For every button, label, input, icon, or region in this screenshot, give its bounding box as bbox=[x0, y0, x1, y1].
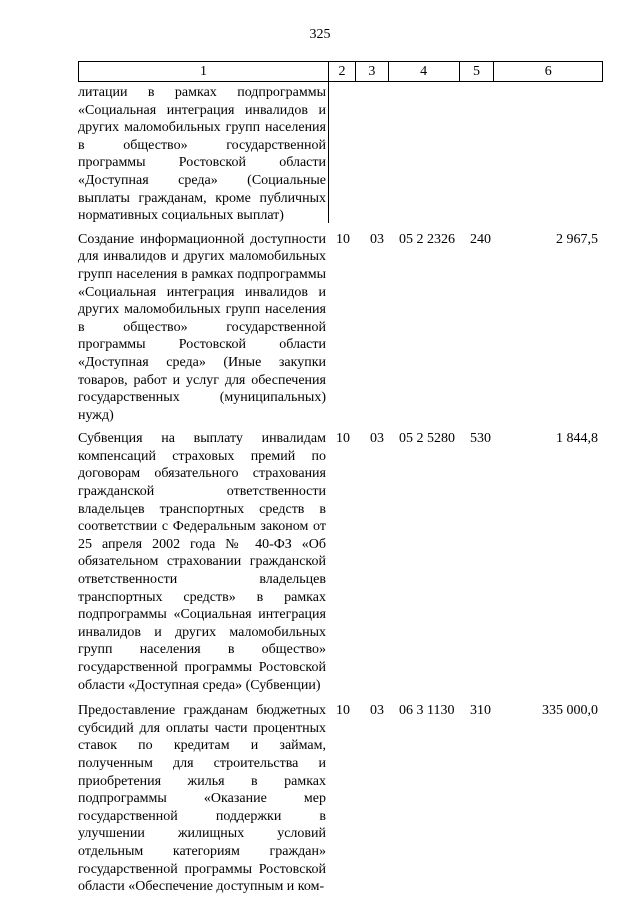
row-subsection: 03 bbox=[370, 231, 384, 247]
row-target-code: 05 2 2326 bbox=[399, 231, 455, 247]
row-amount: 335 000,0 bbox=[542, 703, 598, 719]
row-amount: 2 967,5 bbox=[556, 231, 598, 247]
header-col-5: 5 bbox=[460, 62, 495, 81]
header-col-1: 1 bbox=[79, 62, 329, 81]
table-row bbox=[78, 702, 603, 896]
header-col-3: 3 bbox=[356, 62, 389, 81]
page-number: 325 bbox=[309, 27, 331, 42]
row-subsection: 03 bbox=[370, 431, 384, 447]
row-expense-type: 310 bbox=[470, 703, 491, 719]
row-target-code: 06 3 1130 bbox=[399, 703, 455, 719]
table-body bbox=[78, 82, 603, 896]
table-row bbox=[78, 84, 603, 225]
row-amount: 1 844,8 bbox=[556, 431, 598, 447]
table-row bbox=[78, 430, 603, 694]
row-section: 10 bbox=[336, 231, 350, 247]
header-col-4: 4 bbox=[389, 62, 460, 81]
header-col-2: 2 bbox=[329, 62, 356, 81]
row-section: 10 bbox=[336, 703, 350, 719]
row-expense-type: 240 bbox=[470, 231, 491, 247]
row-subsection: 03 bbox=[370, 703, 384, 719]
table-row bbox=[78, 231, 603, 425]
row-description: литации в рамках подпрограммы «Социальная интеграция инвалидов и других маломобильных групп населения в общество» государственной программы Ростовской области «Доступная среда» (Социальные выплаты гражданам, кроме публичных нормативных социальных выплат) bbox=[78, 85, 326, 224]
header-col-6: 6 bbox=[544, 64, 552, 79]
row-target-code: 05 2 5280 bbox=[399, 431, 455, 447]
row-expense-type: 530 bbox=[470, 431, 491, 447]
table-header bbox=[78, 61, 603, 82]
row-section: 10 bbox=[336, 431, 350, 447]
row-description: Создание информационной доступности для инвалидов и других маломобильных групп населения в рамках подпрограммы «Социальная интеграция инвалидов и других маломобильных групп населения в общество» государственной программы Ростовской области «Доступная среда» (Иные закупки товаров, работ и услуг для обеспечения государственных (муниципальных) нужд) bbox=[78, 231, 326, 423]
row-description: Предоставление гражданам бюджетных субсидий для оплаты части процентных ставок по кредитам и займам, полученным для строительства и приобретения жилья в рамках подпрограммы «Оказание мер государственной поддержки в улучшении жилищных условий отдельным категориям граждан» государственной программы Ростовской области «Обеспечение доступным и ком- bbox=[78, 703, 326, 895]
row-description: Субвенция на выплату инвалидам компенсаций страховых премий по договорам обязательного страхования гражданской ответственности владельцев транспортных средств в соответствии с Федеральным законом от 25 апреля 2002 года № 40-ФЗ «Об обязательном страховании гражданской ответственности владельцев транспортных средств» в рамках подпрограммы «Социальная интеграция инвалидов и других маломобильных групп населения в общество» государственной программы Ростовской области «Доступная среда» (Субвенции) bbox=[78, 431, 326, 693]
